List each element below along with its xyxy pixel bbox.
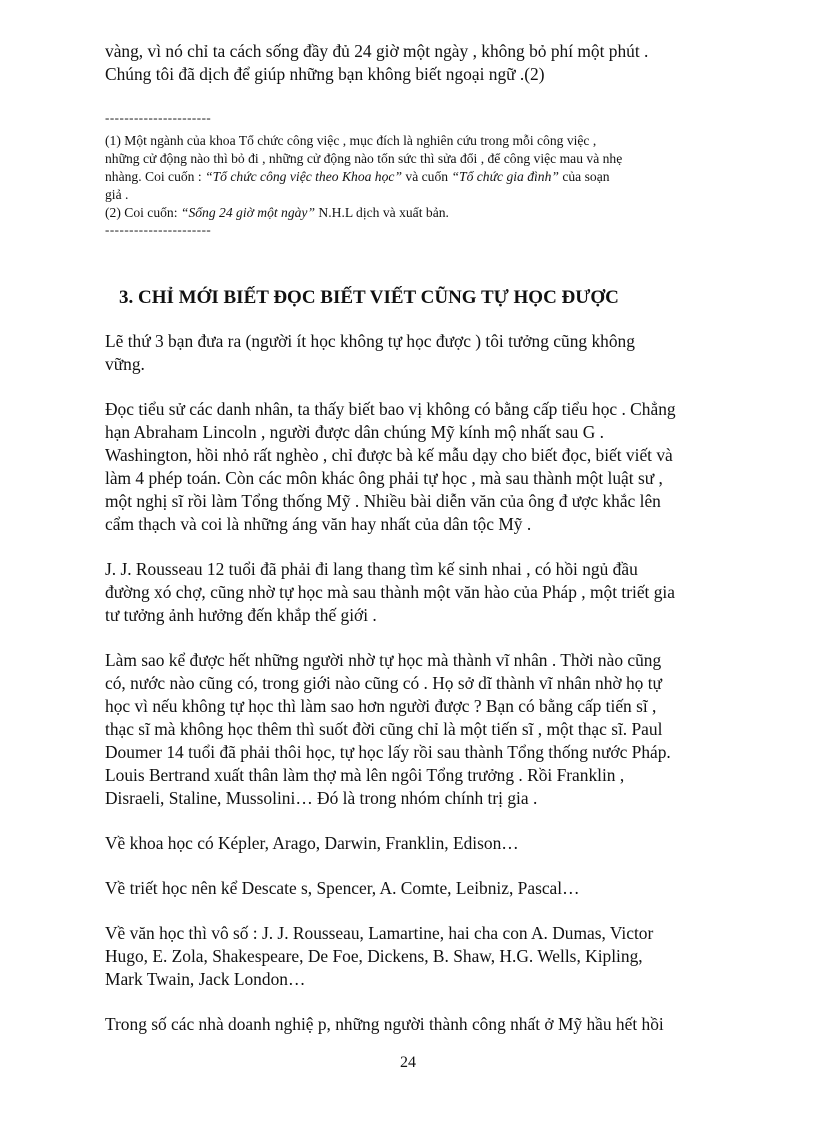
text-line: Disraeli, Staline, Mussolini… Đó là trong nhóm chính trị gia . [105,788,538,808]
text-line: Làm sao kể được hết những người nhờ tự học mà thành vĩ nhân . Thời nào cũng [105,650,662,670]
text-line: Chúng tôi đã dịch để giúp những bạn không biết ngoại ngữ .(2) [105,64,545,84]
text-line: Mark Twain, Jack London… [105,969,306,989]
text-line: vững. [105,354,145,374]
text-line: thạc sĩ mà không học thêm thì suốt đời cũng chỉ là một tiến sĩ , một thạc sĩ. Paul [105,719,663,739]
paragraph [105,649,705,810]
footnote-1-line: (1) Một ngành của khoa Tổ chức công việc , mục đích là nghiên cứu trong mỗi công việc , [105,133,597,148]
paragraph: Về triết học nên kể Descate s, Spencer, A. Comte, Leibniz, Pascal… [105,878,580,898]
text-line: vàng, vì nó chỉ ta cách sống đầy đủ 24 giờ một ngày , không bỏ phí một phút . [105,41,649,61]
footnote-text: và cuốn [402,169,452,184]
paragraph [105,558,705,627]
text-line: đường xó chợ, cũng nhờ tự học mà sau thành một văn hào của Pháp , một triết gia [105,582,675,602]
footnote-1-line: giả . [105,187,129,202]
footnote-1-line [105,168,705,186]
text-line: J. J. Rousseau 12 tuổi đã phải đi lang thang tìm kế sinh nhai , có hồi ngủ đầu [105,559,638,579]
paragraph: Trong số các nhà doanh nghiệ p, những người thành công nhất ở Mỹ hầu hết hồi [105,1014,664,1034]
text-line: cẩm thạch và coi là những áng văn hay nhất của dân tộc Mỹ . [105,514,532,534]
text-line: Đọc tiểu sử các danh nhân, ta thấy biết bao vị không có bằng cấp tiểu học . Chẳng [105,399,676,419]
paragraph [105,922,705,991]
intro-paragraph [105,40,705,86]
page-content [105,40,705,1036]
footnote-2-line [105,204,705,222]
paragraph [105,330,705,376]
text-line: một nghị sĩ rồi làm Tổng thống Mỹ . Nhiều bài diễn văn của ông đ ược khắc lên [105,491,661,511]
footnote-separator-bottom: ---------------------- [105,222,212,237]
book-title: “Sống 24 giờ một ngày” [180,205,316,220]
footnote-1-line: những cử động nào thì bỏ đi , những cử động nào tốn sức thì sửa đổi , để công việc mau và nhẹ [105,151,623,166]
text-line: tư tưởng ảnh hưởng đến khắp thế giới . [105,605,377,625]
paragraph: Về khoa học có Képler, Arago, Darwin, Franklin, Edison… [105,833,519,853]
text-line: Về văn học thì vô số : J. J. Rousseau, Lamartine, hai cha con A. Dumas, Victor [105,923,654,943]
footnote-text: nhàng. Coi cuốn : [105,169,206,184]
paragraph [105,398,705,536]
footnote-text: của soạn [558,169,610,184]
footnote-text: (2) Coi cuốn: [105,205,181,220]
section-heading: 3. CHỈ MỚI BIẾT ĐỌC BIẾT VIẾT CŨNG TỰ HỌC ĐƯỢC [119,287,619,308]
footnote-text: N.H.L dịch và xuất bản. [315,205,449,220]
page-number: 24 [400,1054,416,1071]
text-line: Doumer 14 tuổi đã phải thôi học, tự học lấy rồi sau thành Tổng thống nước Pháp. [105,742,671,762]
text-line: học vì nếu không tự học thì làm sao hơn người được ? Bạn có bằng cấp tiến sĩ , [105,696,657,716]
book-title: “Tổ chức công việc theo Khoa học” [205,169,402,184]
text-line: làm 4 phép toán. Còn các môn khác ông phải tự học , mà sau thành một luật sư , [105,468,663,488]
text-line: có, nước nào cũng có, trong giới nào cũng có . Họ sở dĩ thành vĩ nhân nhờ họ tự [105,673,662,693]
text-line: Washington, hồi nhỏ rất nghèo , chỉ được bà kế mẫu dạy cho biết đọc, biết viết và [105,445,673,465]
text-line: Lẽ thứ 3 bạn đưa ra (người ít học không tự học được ) tôi tưởng cũng không [105,331,635,351]
text-line: hạn Abraham Lincoln , người được dân chúng Mỹ kính mộ nhất sau G . [105,422,604,442]
book-title: “Tổ chức gia đình” [451,169,559,184]
footnote-separator-top: ---------------------- [105,110,212,125]
text-line: Hugo, E. Zola, Shakespeare, De Foe, Dickens, B. Shaw, H.G. Wells, Kipling, [105,946,643,966]
text-line: Louis Bertrand xuất thân làm thợ mà lên ngôi Tổng trưởng . Rồi Franklin , [105,765,625,785]
footnotes [105,132,705,222]
